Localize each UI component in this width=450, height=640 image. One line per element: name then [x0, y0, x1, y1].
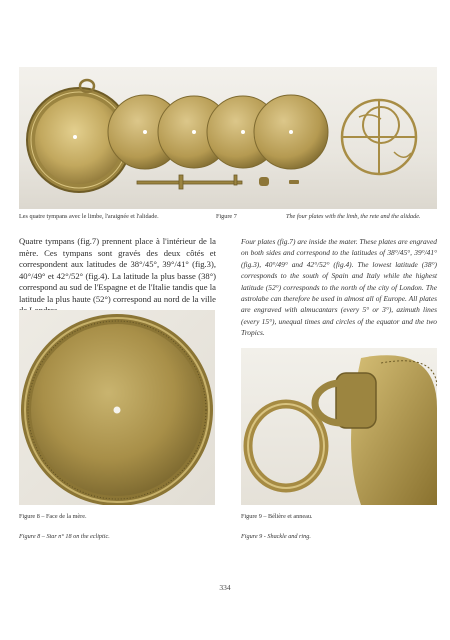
page-number: 334 [219, 583, 231, 592]
figure-7-caption-en: The four plates with the limb, the rete and the alidade. [286, 213, 421, 220]
rete [342, 100, 416, 174]
figure-8-photo [19, 310, 215, 505]
figure-8-caption-en: Figure 8 – Star n° 18 on the ecliptic. [19, 533, 110, 540]
figure-8-caption-fr: Figure 8 – Face de la mère. [19, 513, 87, 520]
figure-7-caption-fr: Les quatre tympans avec le limbe, l'araignée et l'alidade. [19, 213, 159, 220]
plate-4 [254, 95, 328, 169]
figure-9-caption-fr: Figure 9 – Bélière et anneau. [241, 513, 313, 520]
body-text-fr: Quatre tympans (fig.7) prennent place à l'intérieur de la mère. Ces tympans sont gravés des deux côtés et correspondent aux latitudes de 38°/45°, 39°/41° (fig.3), 40°/49° et 42°/52° (fig.4). La latitude la plus basse (38°) correspond au sud de l'Espagne et de l'Italie tandis que la latitude la plus haute (52°) correspond au nord de la ville [19, 236, 216, 304]
astrolabe-parts-illustration [19, 67, 437, 209]
body-text-en: Four plates (fig.7) are inside the mater. These plates are engraved on both sides and correspond to the latitudes of 38°/45°, 39°/41° (fig.3), 40°/49° and 42°/52° (fig.4). The lowest latitude (38°) corresponds to the south of Spain and Italy while the highest latitude (52°) corresponds to the north of the city of London. The astrolabe can therefore be used in almost all of Europe. All plates are engraved with almucantars (every 5° or 3°), azimuth lines (every 15°), unequal times and circles of the equator and the two Tropics. [241, 237, 437, 338]
mater-face-illustration [19, 310, 215, 505]
figure-7-photo [19, 67, 437, 209]
shackle-and-ring-illustration [241, 348, 437, 505]
alidade [137, 175, 242, 189]
pin-and-wedge [259, 177, 299, 186]
figure-7-label: Figure 7 [216, 213, 237, 220]
figure-9-photo [241, 348, 437, 505]
figure-9-caption-en: Figure 9 - Shackle and ring. [241, 533, 311, 540]
